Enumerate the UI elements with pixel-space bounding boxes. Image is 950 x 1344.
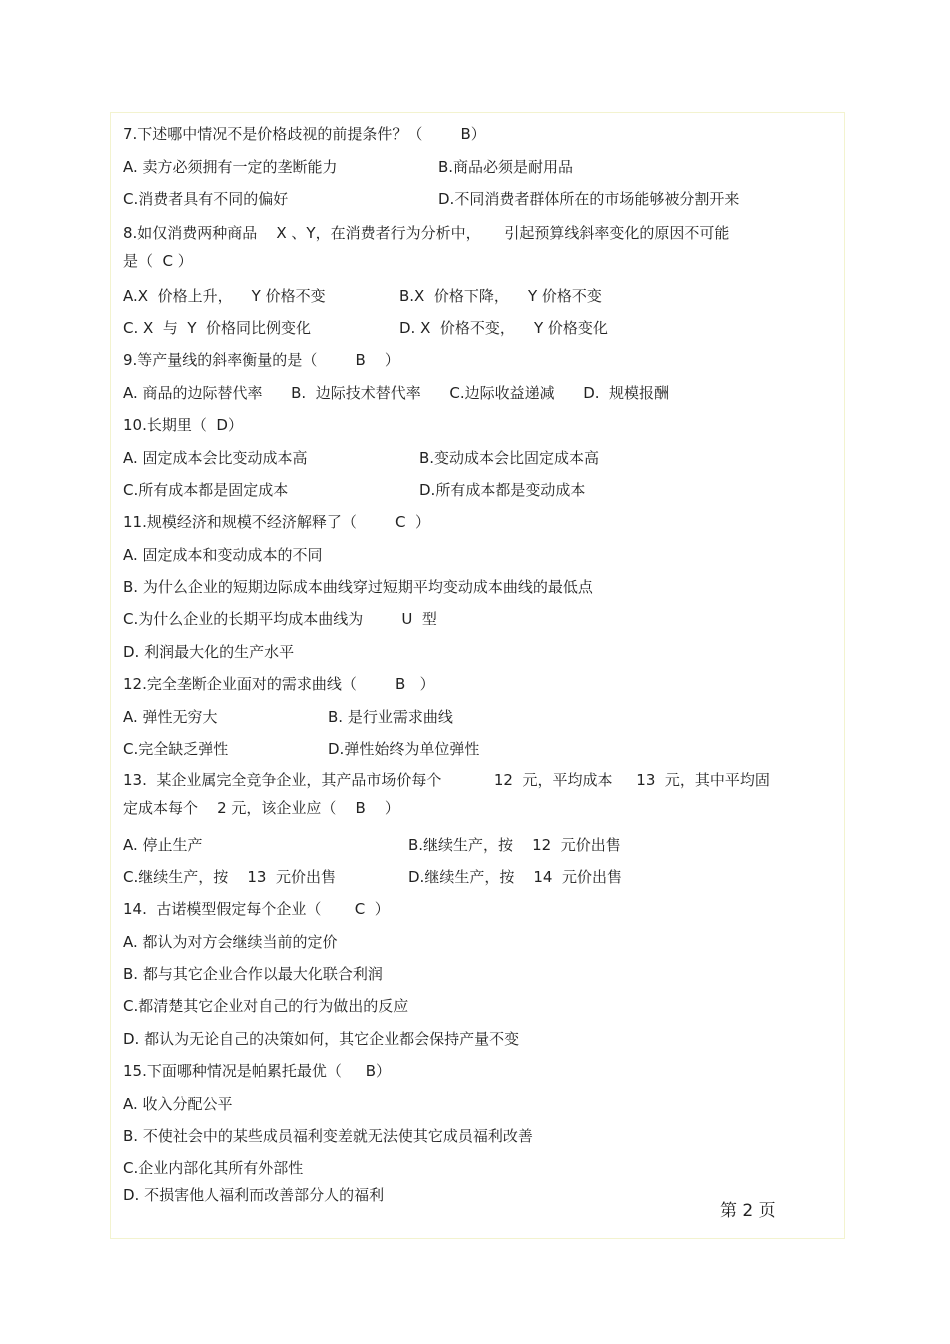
question-text: 10.长期里（ D） — [123, 416, 243, 434]
option-text: A. 收入分配公平 — [123, 1095, 233, 1113]
question-text: 15.下面哪种情况是帕累托最优（ B） — [123, 1062, 391, 1080]
option-text: A. 固定成本会比变动成本高 — [123, 449, 308, 467]
question-text-continued: 是（ C ） — [123, 252, 193, 270]
question-text: 13. 某企业属完全竞争企业，其产品市场价每个 12 元，平均成本 13 元，其中平均固 — [123, 771, 770, 789]
option-text: B.商品必须是耐用品 — [438, 158, 574, 176]
option-text: A. 商品的边际替代率 B. 边际技术替代率 C.边际收益递减 D. 规模报酬 — [123, 384, 670, 402]
question-text: 11.规模经济和规模不经济解释了（ C ） — [123, 513, 431, 531]
option-text: D.不同消费者群体所在的市场能够被分割开来 — [438, 190, 740, 208]
option-text: D.所有成本都是变动成本 — [419, 481, 586, 499]
option-text: C.企业内部化其所有外部性 — [123, 1159, 304, 1177]
option-text: D.弹性始终为单位弹性 — [328, 740, 480, 758]
option-text: B.变动成本会比固定成本高 — [419, 449, 600, 467]
option-text: C.所有成本都是固定成本 — [123, 481, 289, 499]
question-text: 12.完全垄断企业面对的需求曲线（ B ） — [123, 675, 435, 693]
option-text: B. 不使社会中的某些成员福利变差就无法使其它成员福利改善 — [123, 1127, 533, 1145]
option-text: C.继续生产，按 13 元价出售 — [123, 868, 336, 886]
option-text: A. 卖方必须拥有一定的垄断能力 — [123, 158, 338, 176]
option-text: D. X 价格不变， Y 价格变化 — [399, 319, 608, 337]
option-text: D. 都认为无论自己的决策如何，其它企业都会保持产量不变 — [123, 1030, 520, 1048]
option-text: B. 是行业需求曲线 — [328, 708, 453, 726]
option-text: D. 不损害他人福利而改善部分人的福利 — [123, 1186, 385, 1204]
option-text: D.继续生产，按 14 元价出售 — [408, 868, 623, 886]
option-text: C.为什么企业的长期平均成本曲线为 U 型 — [123, 610, 437, 628]
question-text: 7.下述哪中情况不是价格歧视的前提条件？（ B） — [123, 125, 486, 143]
option-text: A. 停止生产 — [123, 836, 203, 854]
option-text: A. 弹性无穷大 — [123, 708, 218, 726]
option-text: A. 都认为对方会继续当前的定价 — [123, 933, 338, 951]
option-text: B.继续生产，按 12 元价出售 — [408, 836, 621, 854]
option-text: C.完全缺乏弹性 — [123, 740, 229, 758]
question-text: 14. 古诺模型假定每个企业（ C ） — [123, 900, 390, 918]
question-text: 9.等产量线的斜率衡量的是（ B ） — [123, 351, 400, 369]
option-text: A.X 价格上升， Y 价格不变 — [123, 287, 326, 305]
question-text-continued: 定成本每个 2 元，该企业应（ B ） — [123, 799, 400, 817]
option-text: D. 利润最大化的生产水平 — [123, 643, 295, 661]
option-text: C.都清楚其它企业对自己的行为做出的反应 — [123, 997, 409, 1015]
option-text: C.消费者具有不同的偏好 — [123, 190, 289, 208]
page-number: 第 2 页 — [720, 1201, 776, 1221]
option-text: C. X 与 Y 价格同比例变化 — [123, 319, 312, 337]
question-text: 8.如仅消费两种商品 X 、Y，在消费者行为分析中， 引起预算线斜率变化的原因不可能 — [123, 224, 730, 242]
option-text: B. 都与其它企业合作以最大化联合利润 — [123, 965, 383, 983]
option-text: A. 固定成本和变动成本的不同 — [123, 546, 323, 564]
option-text: B.X 价格下降， Y 价格不变 — [399, 287, 602, 305]
option-text: B. 为什么企业的短期边际成本曲线穿过短期平均变动成本曲线的最低点 — [123, 578, 593, 596]
